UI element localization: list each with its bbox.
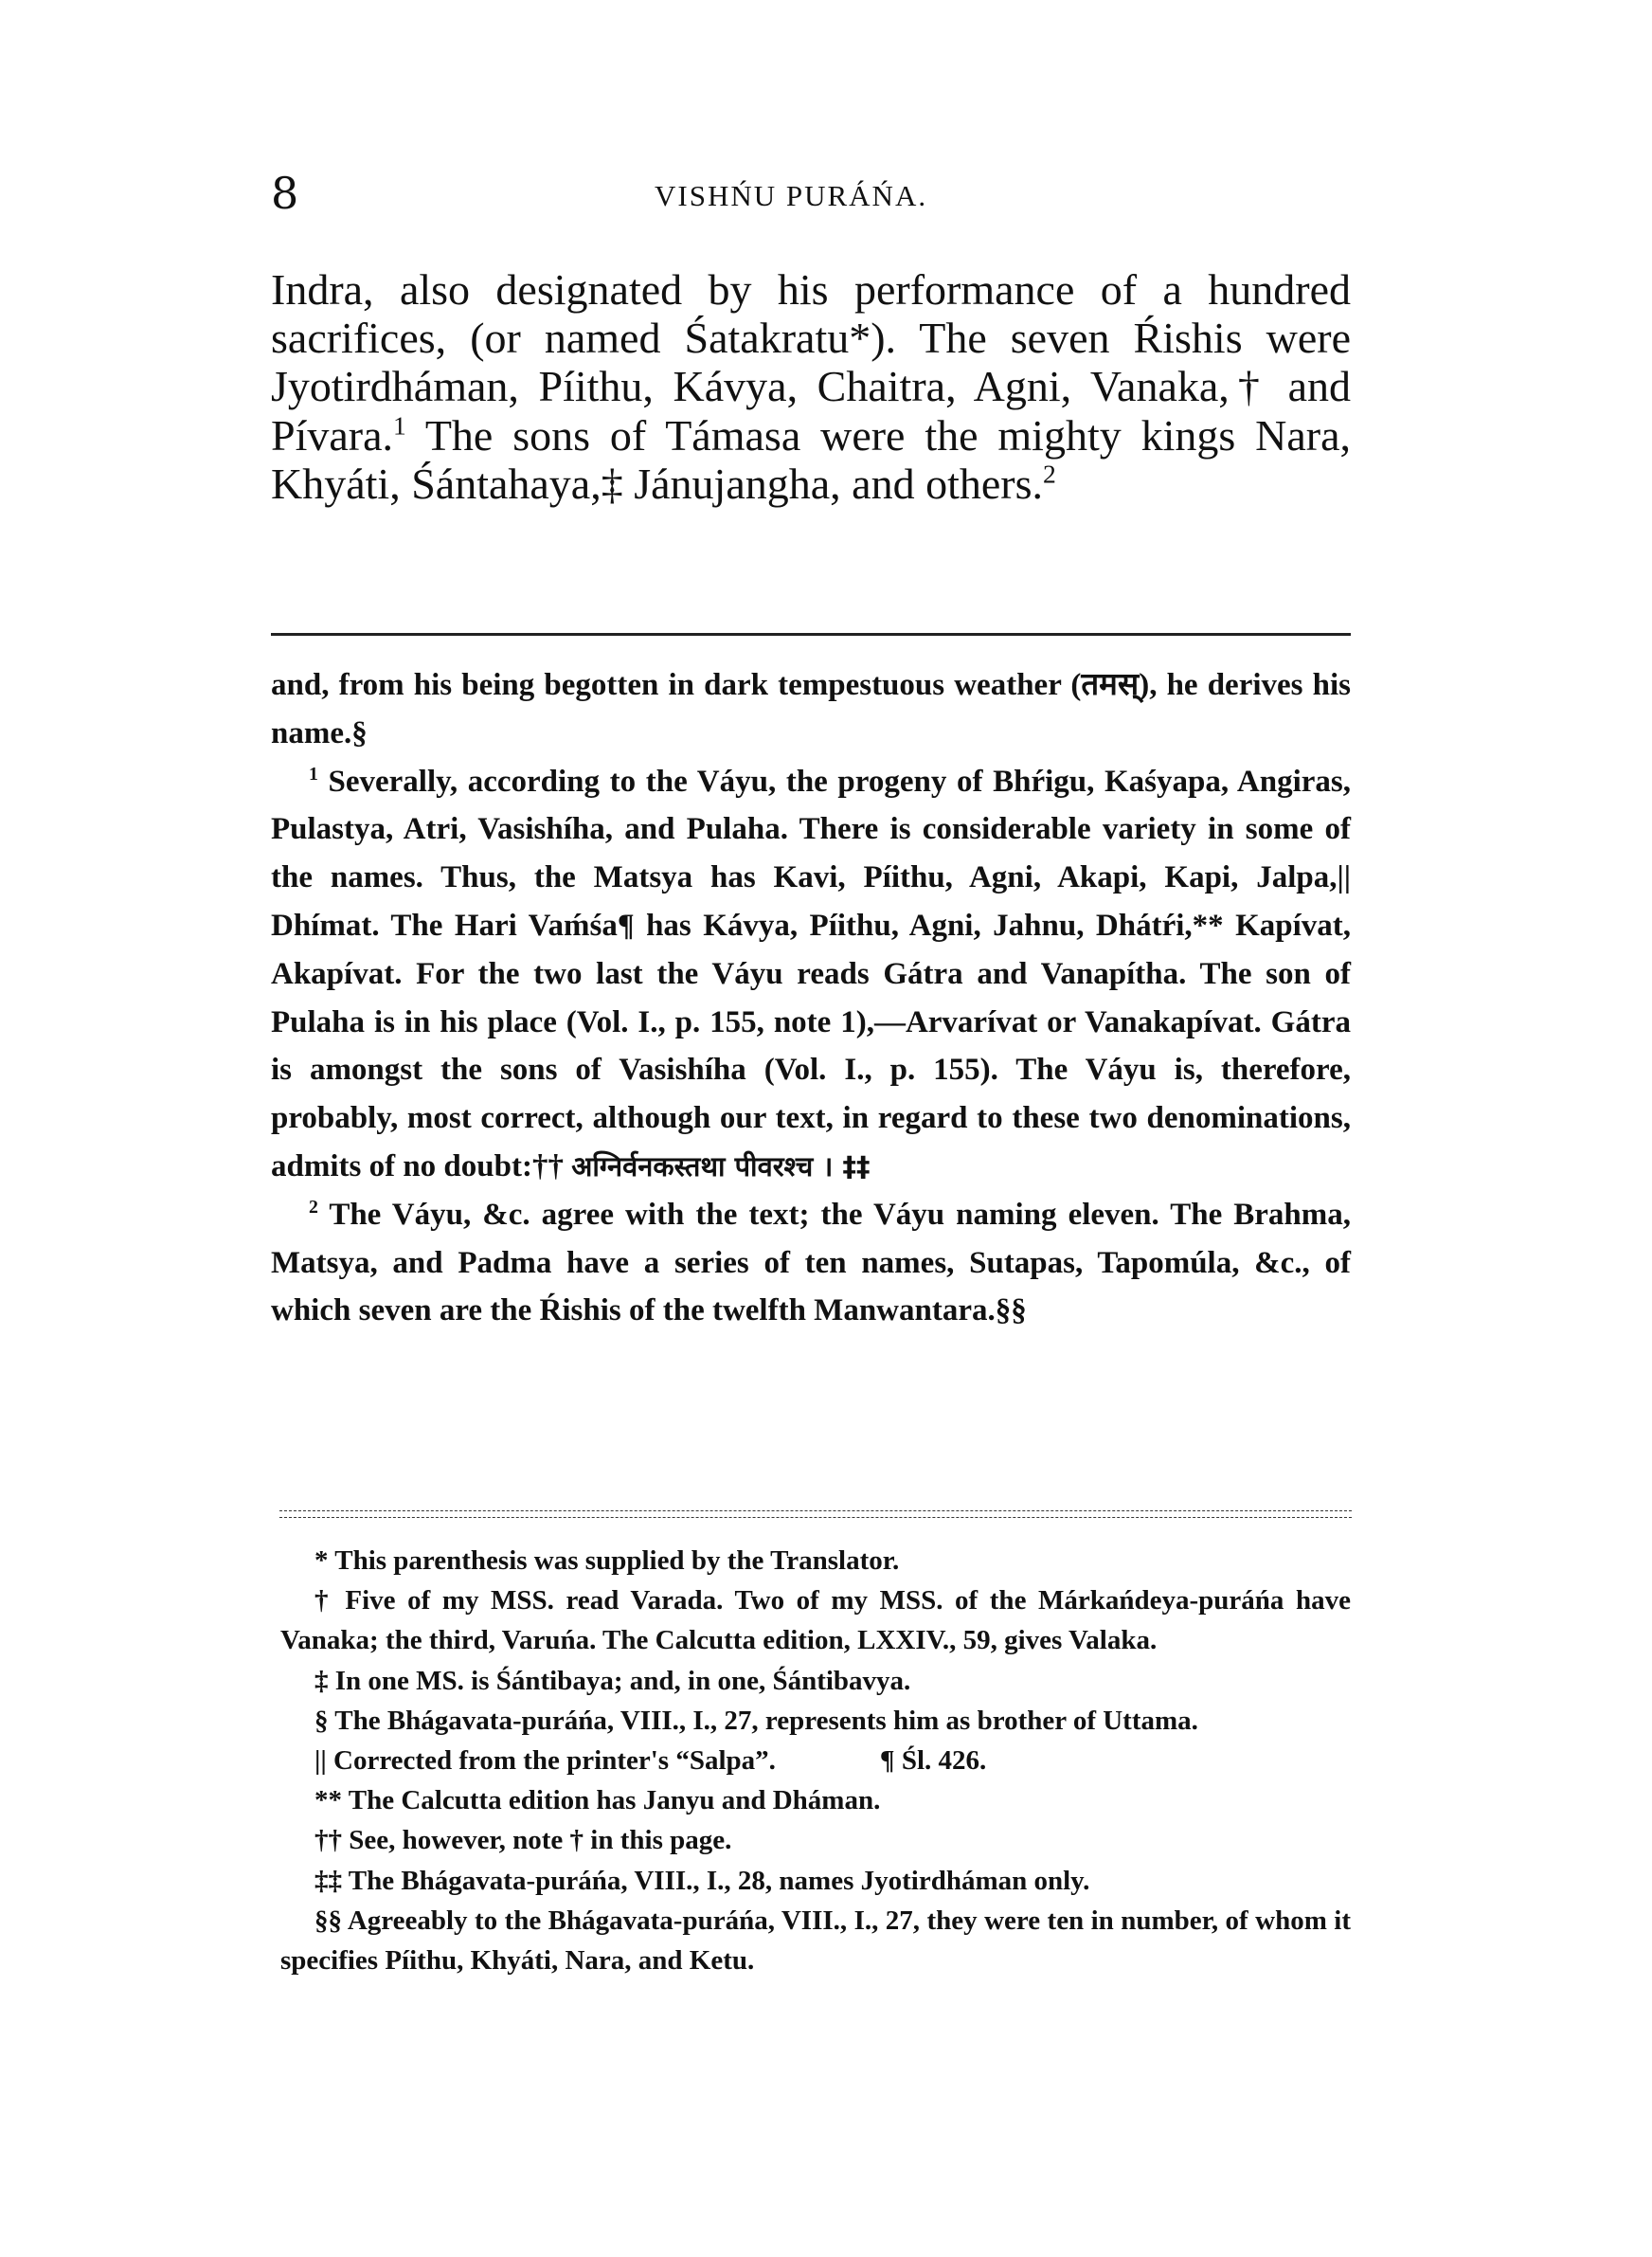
note-2-mark: 2 <box>309 1196 318 1218</box>
running-head: VISHŃU PURÁŃA. <box>655 179 928 212</box>
footnote-star: * This parenthesis was supplied by the Translator. <box>314 1545 900 1576</box>
note-1-mark: 1 <box>309 763 318 785</box>
page-number: 8 <box>271 168 299 219</box>
notes-separator-rule <box>271 633 1351 636</box>
note-1 <box>271 758 1351 1191</box>
footnote-dddagger: ‡‡ The Bhágavata-puráńa, VIII., I., 28, names Jyotirdháman only. <box>314 1865 1090 1896</box>
rule-line-top <box>279 1510 1352 1511</box>
page-header <box>271 167 1351 224</box>
footnote-dstar: ** The Calcutta edition has Janyu and Dháman. <box>314 1785 881 1816</box>
notes-section <box>271 661 1351 1335</box>
note-1-sanskrit: अग्निर्वनकस्तथा पीवरश्च । ‡‡ <box>571 1149 871 1183</box>
footnote-parallel-line <box>280 1741 1351 1780</box>
main-text <box>271 265 1351 508</box>
footnote-parallel: || Corrected from the printer's “Salpa”. <box>314 1745 776 1777</box>
note-ref-2: 2 <box>1043 459 1056 489</box>
note-2 <box>271 1191 1351 1335</box>
footnote-pilcrow: ¶ Śl. 426. <box>879 1745 987 1777</box>
main-paragraph <box>271 265 1351 508</box>
rule-line-bottom <box>279 1517 1352 1518</box>
footnote-ddagger: ‡ In one MS. is Śántibaya; and, in one, Śántibavya. <box>314 1665 911 1696</box>
note-ref-1: 1 <box>393 410 406 441</box>
footnote-section: § The Bhágavata-puráńa, VIII., I., 27, represents him as brother of Uttama. <box>314 1705 1198 1736</box>
footnote-ddagger2: †† See, however, note † in this page. <box>314 1825 732 1856</box>
main-text-part-2: The sons of Támasa were the mighty kings Nara, Khyáti, Śántahaya,‡ Jánujangha, and others. <box>271 410 1351 508</box>
footnotes-section <box>280 1541 1351 1980</box>
footnote-dagger: † Five of my MSS. read Varada. Two of my MSS. of the Márkańdeya-puráńa have Vanaka; the third, Varuńa. The Calcutta edition, LXXIV., 59, gives Valaka. <box>280 1585 1351 1656</box>
note-1-text: Severally, according to the Váyu, the progeny of Bhŕigu, Kaśyapa, Angiras, Pulastya, Atri, Vasishíha, and Pulaha. There is considerable variety in some of the names. Thus, the Matsya has Kavi, Píithu, Agni, Akapi, Kapi, Jalpa,|| Dhímat. The Hari Vaḿśa¶ has Kávya, Píithu, Agni, Jahnu, Dhátŕi,** Kapívat, Akapívat. For the two last the Váyu reads Gátra and Vanapítha. The son of Pulaha is in his place (Vol. I., p. 155, note 1),—Arvarívat or Vanakapívat. Gátra is amongst the sons of Vasishíha (Vol. I., p. 155). The Váyu is, therefore, probably, most correct, although our text, in regard to these two denominations, admits of no doubt:†† <box>271 764 1351 1183</box>
footnotes-separator-rule <box>279 1510 1352 1519</box>
footnote-dsection: §§ Agreeably to the Bhágavata-puráńa, VIII., I., 27, they were ten in number, of whom it specifies Píithu, Khyáti, Nara, and Ketu. <box>280 1905 1351 1977</box>
main-text-part-1: Indra, also designated by his performance of a hundred sacrifices, (or named Śatakratu*). The seven Ŕishis were Jyotirdháman, Píithu, Kávya, Chaitra, Agni, Vanaka,† and Pívara. <box>271 265 1351 460</box>
note-continuation: and, from his being begotten in dark tempestuous weather (तमस्), he derives his name.§ <box>271 668 1351 750</box>
note-2-text: The Váyu, &c. agree with the text; the Váyu naming eleven. The Brahma, Matsya, and Padma have a series of ten names, Sutapas, Tapomúla, &c., of which seven are the Ŕishis of the twelfth Manwantara.§§ <box>271 1197 1351 1328</box>
